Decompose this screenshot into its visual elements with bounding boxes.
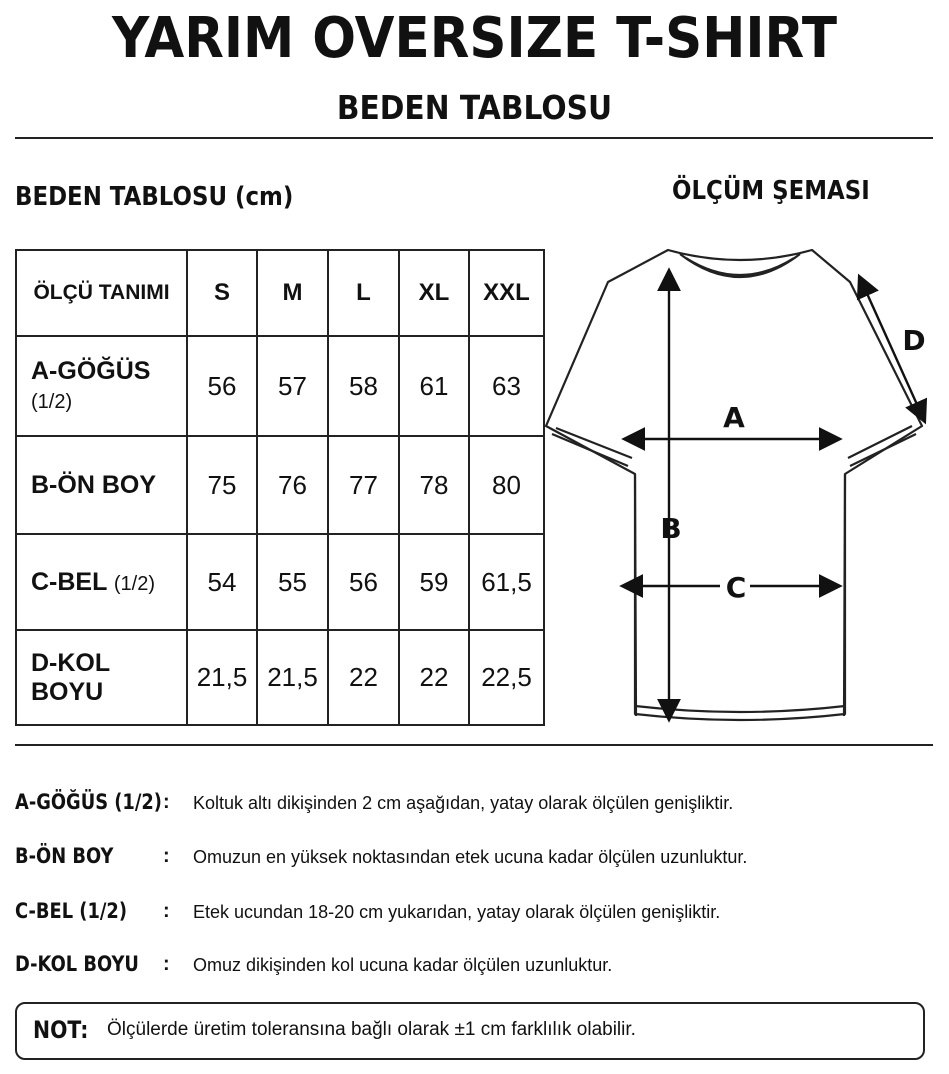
- marker-b: B: [660, 512, 682, 545]
- column-header-measure: ÖLÇÜ TANIMI: [16, 250, 187, 336]
- tshirt-outline: [546, 250, 922, 720]
- definition-text: Etek ucundan 18-20 cm yukarıdan, yatay olarak ölçülen genişliktir.: [193, 902, 721, 922]
- definition-text: Omuzun en yüksek noktasından etek ucuna kadar ölçülen uzunluktur.: [193, 847, 748, 867]
- table-header-row: [16, 250, 544, 336]
- right-sleeve-hem: [850, 434, 916, 466]
- row-label: B-ÖN BOY: [16, 436, 187, 534]
- column-header-l: L: [328, 250, 399, 336]
- definition-term: D-KOL BOYU: [15, 952, 139, 976]
- table-cell: 54: [187, 534, 257, 630]
- table-cell: 63: [469, 336, 544, 436]
- diagram-section-label: ÖLÇÜM ŞEMASI: [672, 176, 870, 206]
- table-row: [16, 436, 544, 534]
- top-divider: [15, 137, 933, 139]
- note-label: NOT:: [33, 1016, 89, 1044]
- table-section-label: BEDEN TABLOSU (cm): [15, 182, 294, 212]
- page-title: YARIM OVERSIZE T-SHIRT: [111, 6, 838, 71]
- column-header-xxl: XXL: [469, 250, 544, 336]
- table-cell: 55: [257, 534, 328, 630]
- table-cell: 59: [399, 534, 469, 630]
- page-subtitle: BEDEN TABLOSU: [336, 88, 613, 127]
- middle-divider: [15, 744, 933, 746]
- table-row: [16, 630, 544, 725]
- table-cell: 21,5: [187, 630, 257, 725]
- marker-a: A: [723, 401, 745, 434]
- row-label: C-BEL (1/2): [16, 534, 187, 630]
- table-cell: 76: [257, 436, 328, 534]
- table-cell: 22,5: [469, 630, 544, 725]
- table-row: [16, 336, 544, 436]
- table-cell: 56: [187, 336, 257, 436]
- column-header-m: M: [257, 250, 328, 336]
- tshirt-measurement-diagram: [540, 236, 940, 736]
- table-row: [16, 534, 544, 630]
- table-cell: 22: [328, 630, 399, 725]
- definition-text: Omuz dikişinden kol ucuna kadar ölçülen uzunluktur.: [193, 955, 613, 975]
- table-cell: 57: [257, 336, 328, 436]
- left-sleeve-hem: [552, 434, 628, 466]
- note-box: [15, 1002, 925, 1060]
- table-cell: 56: [328, 534, 399, 630]
- size-table: [15, 249, 545, 726]
- definition-colon: :: [163, 791, 170, 813]
- definition-colon: :: [163, 953, 170, 975]
- definition-colon: :: [163, 845, 170, 867]
- table-cell: 77: [328, 436, 399, 534]
- table-cell: 22: [399, 630, 469, 725]
- column-header-xl: XL: [399, 250, 469, 336]
- definition-term: A-GÖĞÜS (1/2): [15, 790, 162, 814]
- table-cell: 61,5: [469, 534, 544, 630]
- table-cell: 58: [328, 336, 399, 436]
- column-header-s: S: [187, 250, 257, 336]
- note-text: Ölçülerde üretim toleransına bağlı olarak ±1 cm farklılık olabilir.: [107, 1019, 636, 1040]
- marker-d: D: [902, 324, 926, 357]
- definition-term: B-ÖN BOY: [15, 844, 114, 868]
- definition-term: C-BEL (1/2): [15, 899, 127, 923]
- table-cell: 75: [187, 436, 257, 534]
- row-label: D-KOL BOYU: [16, 630, 187, 725]
- table-cell: 61: [399, 336, 469, 436]
- table-cell: 78: [399, 436, 469, 534]
- marker-c: C: [725, 571, 747, 604]
- row-label: A-GÖĞÜS (1/2): [16, 336, 187, 436]
- table-cell: 80: [469, 436, 544, 534]
- table-cell: 21,5: [257, 630, 328, 725]
- definition-colon: :: [163, 900, 170, 922]
- definition-text: Koltuk altı dikişinden 2 cm aşağıdan, yatay olarak ölçülen genişliktir.: [193, 793, 734, 813]
